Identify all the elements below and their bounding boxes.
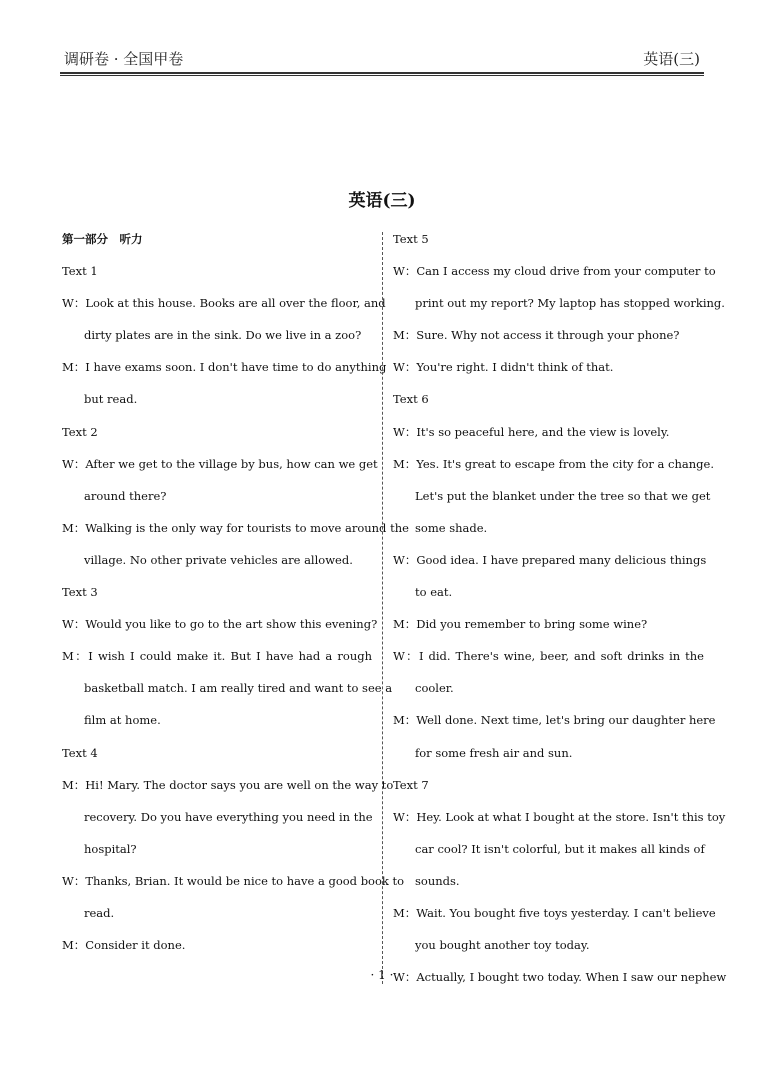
transcript-line: W：Would you like to go to the art show this evening? <box>62 617 378 632</box>
transcript-line: Let's put the blanket under the tree so that we get <box>415 488 711 503</box>
header-rule <box>60 72 704 76</box>
running-header-right: 英语(三) <box>643 50 700 68</box>
transcript-line: some shade. <box>415 520 488 535</box>
transcript-line: Text 6 <box>393 392 429 407</box>
transcript-line: but read. <box>84 392 138 407</box>
transcript-line: M：Well done. Next time, let's bring our daughter here <box>393 713 716 728</box>
transcript-line: W：Good idea. I have prepared many delicious things <box>393 552 707 567</box>
transcript-line: Text 3 <box>62 585 98 600</box>
transcript-line: 第一部分 听力 <box>62 232 143 246</box>
transcript-line: W：Actually, I bought two today. When I saw our nephew <box>393 970 727 985</box>
transcript-line: around there? <box>84 488 167 503</box>
transcript-line: village. No other private vehicles are allowed. <box>84 552 353 567</box>
transcript-line: sounds. <box>415 873 460 888</box>
transcript-line: W：Thanks, Brian. It would be nice to have a good book to <box>62 873 405 888</box>
column-divider <box>382 232 383 984</box>
transcript-line: M：Walking is the only way for tourists to move around the <box>62 520 409 535</box>
transcript-line: W：Can I access my cloud drive from your computer to <box>393 264 716 279</box>
transcript-line: hospital? <box>84 841 137 856</box>
right-column <box>393 230 727 1000</box>
left-column <box>62 230 409 968</box>
transcript-line: M：Sure. Why not access it through your phone? <box>393 328 680 343</box>
transcript-line: W：I did. There's wine, beer, and soft drinks in the <box>393 649 704 664</box>
transcript-line: M：Yes. It's great to escape from the city for a change. <box>393 456 714 471</box>
transcript-line: Text 2 <box>62 424 98 439</box>
transcript-line: car cool? It isn't colorful, but it makes all kinds of <box>415 841 705 856</box>
transcript-line: Text 7 <box>393 777 429 792</box>
transcript-line: W：It's so peaceful here, and the view is lovely. <box>393 424 670 439</box>
transcript-line: Text 5 <box>393 232 429 246</box>
transcript-line: you bought another toy today. <box>415 938 590 953</box>
transcript-line: read. <box>84 905 115 920</box>
running-header-left: 调研卷 · 全国甲卷 <box>64 50 184 68</box>
transcript-line: Text 1 <box>62 264 98 279</box>
transcript-line: M：I have exams soon. I don't have time to do anything <box>62 360 387 375</box>
transcript-line: W：Look at this house. Books are all over the floor, and <box>62 296 386 311</box>
transcript-line: M：Consider it done. <box>62 938 186 953</box>
transcript-line: for some fresh air and sun. <box>415 745 573 760</box>
transcript-line: W：After we get to the village by bus, how can we get <box>62 456 378 471</box>
transcript-line: dirty plates are in the sink. Do we live in a zoo? <box>84 328 362 343</box>
page-number: · 1 · <box>370 968 394 982</box>
transcript-line: W：You're right. I didn't think of that. <box>393 360 614 375</box>
page-title: 英语(三) <box>348 191 416 211</box>
transcript-line: film at home. <box>84 713 161 728</box>
transcript-line: W：Hey. Look at what I bought at the store. Isn't this toy <box>393 809 726 824</box>
transcript-line: M：Did you remember to bring some wine? <box>393 617 648 632</box>
transcript-line: Text 4 <box>62 745 98 760</box>
transcript-line: cooler. <box>415 681 454 696</box>
transcript-line: M：Wait. You bought five toys yesterday. I can't believe <box>393 905 716 920</box>
transcript-line: basketball match. I am really tired and want to see a <box>84 681 393 696</box>
transcript-line: M：Hi! Mary. The doctor says you are well on the way to <box>62 777 394 792</box>
transcript-line: M：I wish I could make it. But I have had a rough <box>62 649 372 664</box>
transcript-line: recovery. Do you have everything you need in the <box>84 809 373 824</box>
transcript-line: print out my report? My laptop has stopped working. <box>415 296 725 311</box>
transcript-line: to eat. <box>415 585 453 600</box>
